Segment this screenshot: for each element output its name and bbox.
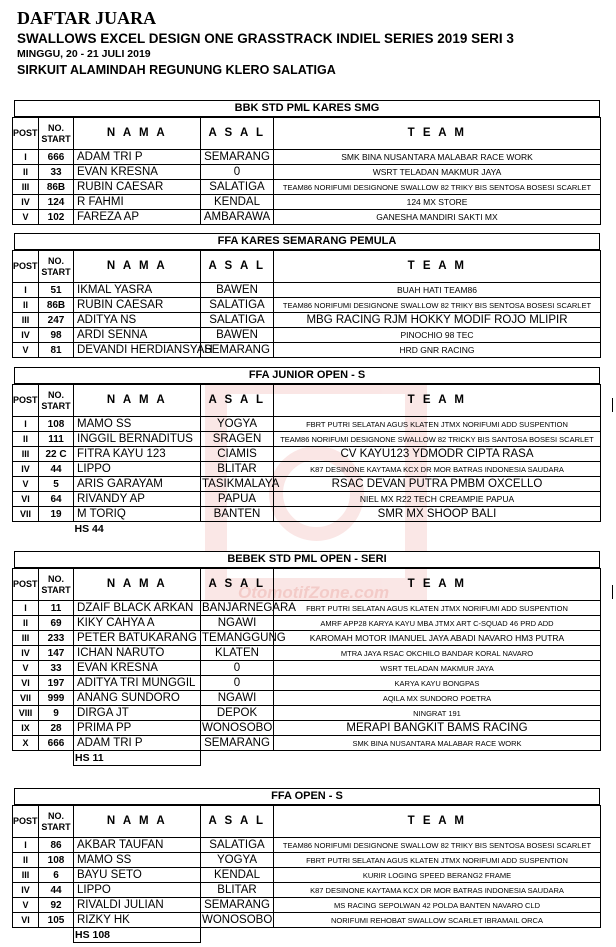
event-venue: SIRKUIT ALAMINDAH REGUNUNG KLERO SALATIGA [17,63,336,77]
team-cell: NIEL MX R22 TECH CREAMPIE PAPUA [274,492,601,507]
team-cell: WSRT TELADAN MAKMUR JAYA [274,661,601,676]
origin-cell: 0 [201,661,274,676]
pos-cell: III [13,313,39,328]
origin-cell: SEMARANG [201,898,274,913]
table-row [13,210,601,225]
high-speed-label: HS 11 [74,751,201,766]
header-pos: POST [13,569,39,601]
high-speed-row [13,751,601,766]
header-no-start: NO. START [39,569,74,601]
rider-name-cell: PETER BATUKARANG [74,631,201,646]
high-speed-label: HS 44 [74,522,104,535]
header-nama: N A M A [74,118,201,150]
rider-name-cell: DZAIF BLACK ARKAN [74,601,201,616]
start-number-cell: 111 [39,432,74,447]
origin-cell: KLATEN [201,646,274,661]
table-row [13,462,601,477]
start-number-cell: 81 [39,343,74,358]
pos-cell: III [13,868,39,883]
team-cell: K87 DESINONE KAYTAMA KCX DR MOR BATRAS INDONESIA SAUDARA [274,462,601,477]
rider-name-cell: RIZKY HK [74,913,201,928]
team-cell: GANESHA MANDIRI SAKTI MX [274,210,601,225]
start-number-cell: 44 [39,462,74,477]
table-row [13,180,601,195]
table-row [13,883,601,898]
pos-cell: VII [13,691,39,706]
start-number-cell: 33 [39,661,74,676]
rider-name-cell: LIPPO [74,883,201,898]
rider-name-cell: ADITYA NS [74,313,201,328]
header-team: T E A M [274,118,601,150]
section-title: FFA JUNIOR OPEN - S [14,367,600,384]
start-number-cell: 92 [39,898,74,913]
team-cell: HRD GNR RACING [274,343,601,358]
results-table [12,805,601,943]
team-cell: PINOCHIO 98 TEC [274,328,601,343]
origin-cell: 0 [201,165,274,180]
pos-cell: VI [13,676,39,691]
high-speed-label: HS 108 [74,928,201,943]
table-row [13,195,601,210]
origin-cell: SALATIGA [201,838,274,853]
origin-cell: NGAWI [201,616,274,631]
table-row [13,706,601,721]
rider-name-cell: ADITYA TRI MUNGGIL [74,676,201,691]
start-number-cell: 98 [39,328,74,343]
start-number-cell: 108 [39,853,74,868]
team-cell: 124 MX STORE [274,195,601,210]
header-asal: A S A L [201,569,274,601]
start-number-cell: 11 [39,601,74,616]
table-row [13,328,601,343]
rider-name-cell: EVAN KRESNA [74,661,201,676]
start-number-cell: 247 [39,313,74,328]
origin-cell: PAPUA [201,492,274,507]
origin-cell: SEMARANG [201,150,274,165]
table-row [13,447,601,462]
table-row [13,343,601,358]
start-number-cell: 147 [39,646,74,661]
rider-name-cell: IKMAL YASRA [74,283,201,298]
pos-cell: V [13,898,39,913]
team-cell: SMK BINA NUSANTARA MALABAR RACE WORK [274,736,601,751]
team-cell: SMK BINA NUSANTARA MALABAR RACE WORK [274,150,601,165]
team-cell: RSAC DEVAN PUTRA PMBM OXCELLO [274,477,601,492]
rider-name-cell: INGGIL BERNADITUS [74,432,201,447]
pos-cell: IV [13,462,39,477]
pos-cell: II [13,616,39,631]
pos-cell: I [13,601,39,616]
origin-cell: SALATIGA [201,180,274,195]
start-number-cell: 33 [39,165,74,180]
origin-cell: SALATIGA [201,298,274,313]
rider-name-cell: ARDI SENNA [74,328,201,343]
pos-cell: IV [13,646,39,661]
rider-name-cell: EVAN KRESNA [74,165,201,180]
header-asal: A S A L [201,806,274,838]
header-asal: A S A L [201,251,274,283]
start-number-cell: 86B [39,298,74,313]
results-table [12,568,601,766]
table-row [13,721,601,736]
pos-cell: IX [13,721,39,736]
event-date: MINGGU, 20 - 21 JULI 2019 [17,48,151,60]
header-no-start: NO. START [39,251,74,283]
pos-cell: II [13,165,39,180]
pos-cell: V [13,210,39,225]
header-pos: POST [13,806,39,838]
spacer [201,522,601,537]
table-row [13,868,601,883]
origin-cell: DEPOK [201,706,274,721]
edge-mark [612,398,613,412]
team-cell: WSRT TELADAN MAKMUR JAYA [274,165,601,180]
origin-cell: BLITAR [201,883,274,898]
header-nama: N A M A [74,385,201,417]
table-row [13,601,601,616]
table-row [13,853,601,868]
pos-cell: IV [13,328,39,343]
start-number-cell: 102 [39,210,74,225]
rider-name-cell: AKBAR TAUFAN [74,838,201,853]
origin-cell: SEMARANG [201,343,274,358]
pos-cell: V [13,477,39,492]
table-row [13,913,601,928]
pos-cell: I [13,417,39,432]
rider-name-cell: FITRA KAYU 123 [74,447,201,462]
header-team: T E A M [274,569,601,601]
rider-name-cell: RUBIN CAESAR [74,298,201,313]
header-nama: N A M A [74,806,201,838]
pos-cell: I [13,838,39,853]
edge-mark [612,585,613,599]
section-title: FFA OPEN - S [14,788,600,805]
table-header-row [13,385,601,417]
high-speed-row [13,928,601,943]
start-number-cell: 5 [39,477,74,492]
header-team: T E A M [274,806,601,838]
start-number-cell: 86B [39,180,74,195]
header-team: T E A M [274,385,601,417]
table-row [13,477,601,492]
rider-name-cell: LIPPO [74,462,201,477]
table-row [13,313,601,328]
pos-cell: IV [13,883,39,898]
pos-cell: III [13,631,39,646]
rider-name-cell: DIRGA JT [74,706,201,721]
team-cell: KARYA KAYU BONGPAS [274,676,601,691]
table-header-row [13,569,601,601]
header-nama: N A M A [74,569,201,601]
pos-cell: VI [13,913,39,928]
header-pos: POST [13,118,39,150]
start-number-cell: 124 [39,195,74,210]
start-number-cell: 233 [39,631,74,646]
start-number-cell: 69 [39,616,74,631]
team-cell: TEAM86 NORIFUMI DESIGNONE SWALLOW 82 TRICKY BIS SANTOSA BOSESI SCARLET [274,432,601,447]
rider-name-cell: DEVANDI HERDIANSYAH [74,343,201,358]
team-cell: TEAM86 NORIFUMI DESIGNONE SWALLOW 82 TRIKY BIS SENTOSA BOSESI SCARLET [274,180,601,195]
header-pos: POST [13,385,39,417]
origin-cell: AMBARAWA [201,210,274,225]
results-table [12,117,601,225]
rider-name-cell: MAMO SS [74,417,201,432]
watermark-text: OtomotifZone.com [238,583,390,602]
start-number-cell: 105 [39,913,74,928]
origin-cell: BANTEN [201,507,274,522]
rider-name-cell: PRIMA PP [74,721,201,736]
origin-cell: WONOSOBO [202,721,273,734]
spacer [201,751,601,766]
table-header-row [13,251,601,283]
document-title: DAFTAR JUARA [17,8,157,28]
header-asal: A S A L [201,118,274,150]
team-cell: KAROMAH MOTOR IMANUEL JAYA ABADI NAVARO HM3 PUTRA [274,631,601,646]
table-row [13,838,601,853]
table-row [13,507,601,522]
origin-cell: YOGYA [201,853,274,868]
origin-cell: 0 [201,676,274,691]
rider-name-cell: RIVALDI JULIAN [74,898,201,913]
start-number-cell: 9 [39,706,74,721]
team-cell: FBRT PUTRI SELATAN AGUS KLATEN JTMX NORIFUMI ADD SUSPENTION [274,601,601,616]
table-row [13,898,601,913]
team-cell: MS RACING SEPOLWAN 42 POLDA BANTEN NAVARO CLD [274,898,601,913]
start-number-cell: 51 [39,283,74,298]
section-title: FFA KARES SEMARANG PEMULA [14,233,600,250]
table-row [13,165,601,180]
team-cell: FBRT PUTRI SELATAN AGUS KLATEN JTMX NORIFUMI ADD SUSPENTION [274,853,601,868]
start-number-cell: 6 [39,868,74,883]
pos-cell: VIII [13,706,39,721]
pos-cell: I [13,150,39,165]
header-no-start: NO. START [39,118,74,150]
team-cell: NORIFUMI REHOBAT SWALLOW SCARLET IBRAMAIL ORCA [274,913,601,928]
team-cell: CV KAYU123 YDMODR CIPTA RASA [274,447,601,462]
pos-cell: I [13,283,39,298]
team-cell: NINGRAT 191 [274,706,601,721]
pos-cell: V [13,661,39,676]
start-number-cell: 19 [39,507,74,522]
team-cell: AQILA MX SUNDORO POETRA [274,691,601,706]
start-number-cell: 666 [39,736,74,751]
rider-name-cell: ADAM TRI P [74,736,201,751]
document-header [17,8,613,78]
table-row [13,676,601,691]
pos-cell: III [13,447,39,462]
start-number-cell: 86 [39,838,74,853]
table-row [13,661,601,676]
team-cell: MBG RACING RJM HOKKY MODIF ROJO MLIPIR [274,313,601,328]
rider-name-cell: ADAM TRI P [74,150,201,165]
team-cell: FBRT PUTRI SELATAN AGUS KLATEN JTMX NORIFUMI ADD SUSPENTION [274,417,601,432]
table-row [13,646,601,661]
origin-cell: TASIKMALAYA [202,477,280,490]
pos-cell: X [13,736,39,751]
rider-name-cell: ICHAN NARUTO [74,646,201,661]
table-header-row [13,806,601,838]
start-number-cell: 666 [39,150,74,165]
pos-cell: IV [13,195,39,210]
table-row [13,298,601,313]
start-number-cell: 108 [39,417,74,432]
team-cell: AMRF APP28 KARYA KAYU MBA JTMX ART C-SQUAD 46 PRD ADD [274,616,601,631]
origin-cell: KENDAL [201,868,274,883]
pos-cell: V [13,343,39,358]
origin-cell: BANJARNEGARA [202,601,296,614]
table-row [13,631,601,646]
table-row [13,417,601,432]
high-speed-row [13,522,601,537]
rider-name-cell: ARIS GARAYAM [74,477,201,492]
origin-cell: CIAMIS [201,447,274,462]
table-row [13,432,601,447]
event-name: SWALLOWS EXCEL DESIGN ONE GRASSTRACK INDIEL SERIES 2019 SERI 3 [17,31,514,46]
origin-cell: KENDAL [201,195,274,210]
origin-cell: SRAGEN [201,432,274,447]
header-no-start: NO. START [39,385,74,417]
team-cell: MERAPI BANGKIT BAMS RACING [274,721,601,736]
table-row [13,492,601,507]
start-number-cell: 197 [39,676,74,691]
rider-name-cell: RUBIN CAESAR [74,180,201,195]
start-number-cell: 44 [39,883,74,898]
pos-cell: II [13,432,39,447]
origin-cell: SALATIGA [201,313,274,328]
header-team: T E A M [274,251,601,283]
origin-cell: BAWEN [201,328,274,343]
header-no-start: NO. START [39,806,74,838]
team-cell: SMR MX SHOOP BALI [274,507,601,522]
table-row [13,283,601,298]
team-cell: BUAH HATI TEAM86 [274,283,601,298]
rider-name-cell: BAYU SETO [74,868,201,883]
table-row [13,736,601,751]
section-title: BBK STD PML KARES SMG [14,100,600,117]
rider-name-cell: R FAHMI [74,195,201,210]
team-cell: MTRA JAYA RSAC OKCHILO BANDAR KORAL NAVARO [274,646,601,661]
spacer [13,751,74,766]
origin-cell: TEMANGGUNG [202,631,286,644]
origin-cell: NGAWI [201,691,274,706]
rider-name-cell: MAMO SS [74,853,201,868]
team-cell: KURIR LOGING SPEED BERANG2 FRAME [274,868,601,883]
start-number-cell: 28 [39,721,74,736]
origin-cell: WONOSOBO [202,913,273,926]
table-header-row [13,118,601,150]
rider-name-cell: KIKY CAHYA A [74,616,201,631]
spacer [201,928,601,943]
header-asal: A S A L [201,385,274,417]
rider-name-cell: FAREZA AP [74,210,201,225]
start-number-cell: 22 C [39,447,74,462]
pos-cell: III [13,180,39,195]
pos-cell: VII [13,507,39,522]
header-nama: N A M A [74,251,201,283]
rider-name-cell: ANANG SUNDORO [74,691,201,706]
origin-cell: BLITAR [201,462,274,477]
section-title: BEBEK STD PML OPEN - SERI [14,551,600,568]
results-table [12,250,601,358]
team-cell: TEAM86 NORIFUMI DESIGNONE SWALLOW 82 TRIKY BIS SENTOSA BOSESI SCARLET [274,298,601,313]
header-pos: POST [13,251,39,283]
rider-name-cell: M TORIQ [74,507,201,522]
pos-cell: II [13,853,39,868]
team-cell: K87 DESINONE KAYTAMA KCX DR MOR BATRAS INDONESIA SAUDARA [274,883,601,898]
team-cell: TEAM86 NORIFUMI DESIGNONE SWALLOW 82 TRIKY BIS SENTOSA BOSESI SCARLET [274,838,601,853]
table-row [13,150,601,165]
start-number-cell: 64 [39,492,74,507]
spacer [13,928,74,943]
table-row [13,616,601,631]
pos-cell: VI [13,492,39,507]
rider-name-cell: RIVANDY AP [74,492,201,507]
origin-cell: BAWEN [201,283,274,298]
start-number-cell: 999 [39,691,74,706]
origin-cell: YOGYA [201,417,274,432]
origin-cell: SEMARANG [201,736,274,751]
spacer [13,522,74,537]
pos-cell: II [13,298,39,313]
table-row [13,691,601,706]
results-table [12,384,601,536]
